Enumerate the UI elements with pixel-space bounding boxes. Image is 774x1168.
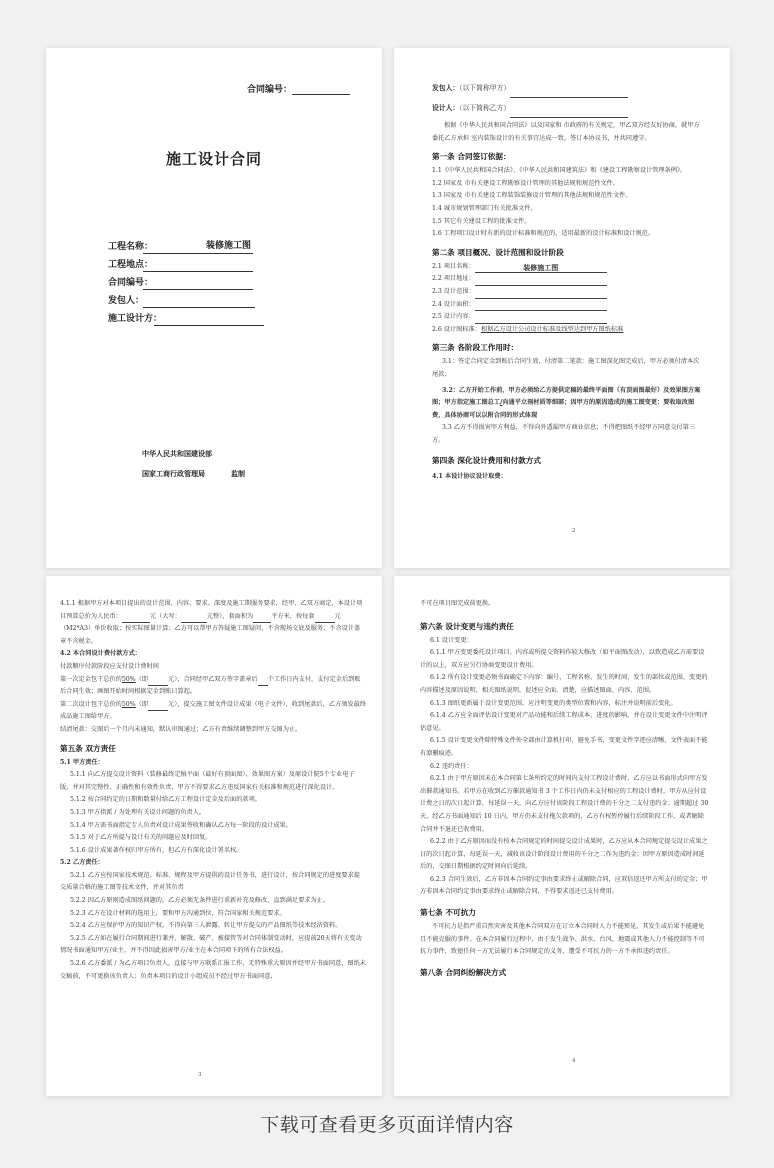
clause-4-1-1: 4.1.1 根据甲方对本项目提出的设计范围、内容、要求、深度及施工期服务要求，经甲、乙双方商定，本设计项目预算总价为人民币： 元（大写： 元整），套面积为 平方米，按每套 元（M2*A3）单价收取；按实际图量计算；乙方可以帮甲方答疑施工图疑问，不含现场交底及服务；不含设计盖章不含税金。: [60, 600, 363, 645]
project-name-field: 装修施工图: [475, 262, 607, 273]
page-3: [46, 576, 382, 1096]
section-8-title: 第八条 合同纠纷解决方式: [420, 967, 507, 977]
section-3-title: 第三条 各阶段工作用时：: [432, 343, 519, 353]
cover-page: [46, 48, 382, 568]
clause-4-2: 付款顺序付款阶段应支付设计费时间 第一次定金包干总价的50%（即 元），合同经甲乙双方签字盖章后 个工作日内支付，支付定金后到账后合同生效；画图开始时间根据定金到账日算起。 第二次设计包干总价的50%（即 元），提交施工图文件设计成果（电子文件），收到尾款后，乙方须发最终成品施工图给甲方。 结清尾款：交图后一个月内未通知，默认审图通过；乙方有责维续调整到甲方交图为止。: [60, 662, 367, 733]
cover-field: 施工设计方：: [108, 310, 264, 328]
design-standard-value: 根据乙方设计公司设计标准及线型达到甲方图纸标准: [480, 325, 624, 333]
contract-number: [247, 82, 350, 95]
page-number: 4: [572, 1058, 576, 1064]
download-more-prompt[interactable]: 下载可查看更多页面详情内容: [260, 1114, 514, 1136]
section-6-1: 6.1 设计变更： 6.1.1 甲方变更委托设计项目、内容或所提交资料作较大修改（如平面图改动），以致造成乙方需要设计的以上，双方应另行协商变更设计费用。 6.1.2 所有设计变更必须书面确定下内容：编号、工程名称、发生的时间、发生的部位或范围、变更的内容描述及原因说明、相关图纸说明，促述应全面、清楚，应描述图面、内容、范围。 6.1.3 图纸更新属于设计变更范围，应注明变更的类型位置和内容，标注并说明前后变化。 6.1.4 乙方应全面评估设计变更对产品功能和后续工程成本、进度的影响，并在设计变更文件中注明评估意见。 6.1.5 设计变更文件除特殊文件外全部由计算机打印，避免手书，变更文件字迹应清晰，文件表面不能有潦删痕迹。 6.2 违约责任： 6.2.1 由于甲方原因未在本合同第七条所约定的时间内支付工程设计费时，乙方应以书面形式向甲方发出催款通知书。若甲方在收到乙方催款通知书 3 个工作日内仍未支付相应的工程设计费时，甲方从应付设计费之日的次日起计算，每延误一天，向乙方应付该阶段工程设计费的千分之二支付违约金；逾期超过 30 天，经乙方书面通知后 10 日内，甲方仍未支付拖欠款项的，乙方有权暂停履行后续阶段工作，或者解除合同并不退还已收费用。 6.2.2 由于乙方原因而没有按本合同规定的时间提交设计成果时，乙方应从本合同规定提交设计成果之日的次日起计算，每延误一天，减收该设计阶段设计费用的千分之二作为违约金；因甲方原因造成时间延后的，交图日期根据约定时间向后延续。 6.2.3 合同生效后，乙方非因本合同约定事由要求终止或解除合同，应双倍返还甲方所支付的定金；甲方非因本合同约定事由要求终止或解除合同，不得要求返还已支付费用。: [420, 636, 709, 896]
section-3-items: 3.1：签定合同定金到账后合同生效，付清第二笔款：施工图深化图完成后，甲方必须付清本次尾款； 3.2：乙方开始工作前，甲方必须给乙方提供定稿的最终平面图（有顶面图最好）及效果图方案图；甲方指定施工图总工/向通平立剖材质等细部；因甲方的原因造成的施工图变更：要收取改图费，具体协商可以以附合同的形式体现 3.3 乙方不得损害甲方利益，不得向外透漏甲方商业信息；不得把图纸不经甲方同意交付第三方。: [432, 358, 701, 444]
section-2-title: 第二条 项目概况、设计范围和设计阶段: [432, 247, 564, 257]
section-5-2-title: 5.2 乙方责任：: [60, 859, 104, 867]
issuer-second: 国家工商行政管理局 监制: [142, 469, 245, 478]
party-b-line: 设计人：（以下简称乙方）: [432, 98, 704, 118]
section-1-title: 第一条 合同签订依据：: [432, 152, 511, 162]
contract-number-label: 合同编号：: [246, 85, 292, 95]
section-5-2-items: 5.2.1 乙方应按国家技术规范、标准、规程及甲方提供的设计任务书，进行设计，按合同规定的进度要求提交质量合格的施工图等技术文件，并对其负责 5.2.2 因乙方原则造成图纸问题的，乙方必须无条件进行重新补充及修改，直到满足要求为止。 5.2.3 乙方在设计材料的选用上，要和甲方沟通到位，符合国家相关规范要求。 5.2.4 乙方应保护甲方的知识产权，不得向第三人泄露、转让甲方提交的产品图纸等技术经济资料。 5.2.5 乙方如在履行合同期间进行兼并、解散、破产、被接管等对合同体制变动时，应提前20天将有关变动情况书面通知甲方/业主，并不得因此损害甲方/业主在本合同项下的所有合法权益。 5.2.6 乙方委派 / 为乙方项目负责人，直接与甲方联系汇报工作，无特殊重大原因并经甲方书面同意，图纸未交稿前，不可更换该负责人；负责本项目的设计小组成员不经过甲方书面同意，: [60, 871, 366, 980]
page-number: 2: [572, 528, 576, 534]
section-1-items: 1.1《中华人民共和国合同法》、《中华人民共和国建筑法》和《建设工程勘察设计管理条例》。 1.2 国家及 市有关建设工程勘察设计管理的其他法规和规范性文件。 1.3 国家及 市有关建设工程装饰装修设计管理的其他法规和规范性文件。 1.4 城市规划管理部门有关批准文件。 1.5 其它有关建设工程的批准文件。 1.6 工程项目设计时有新的设计标准和规范的，适用最新的设计标准和设计规范。: [432, 167, 687, 238]
clause-4-2-title: 4.2 本合同设计费付款方式：: [60, 650, 141, 658]
party-a-line: 发包人：（以下简称甲方）: [432, 78, 704, 98]
section-7-title: 第七条 不可抗力: [420, 908, 476, 918]
issuer-ministry: 中华人民共和国建设部: [142, 449, 212, 458]
intro-paragraph: 根据《中华人民共和国合同法》以及国家和 市政府的有关规定，甲乙双方经友好协商，就甲方委托乙方承担 室内装饰设计的有关事宜达成一致，签订本协议书，并共同遵守。: [432, 122, 700, 142]
cover-field: 发包人：: [108, 292, 264, 310]
cover-field: 工程名称： 装修施工图: [108, 240, 251, 252]
party-lines: [432, 78, 704, 118]
project-name-value: 装修施工图: [143, 240, 253, 254]
page-4: [394, 576, 730, 1096]
page-4-top-line: 不可在项目图完成前更换。: [420, 600, 495, 607]
issuer-block: [142, 444, 245, 484]
section-5-1-items: 5.1.1 向乙方提交设计资料（装修最终定稿平面（最好有顶面图）、效果图方案）及原设计院5个专业电子版，并对其完整性、正确性和有效性负责，甲方不得要求乙方违反国家有关标准和规范进行深化设计。 5.1.2 按合同约定的日期和数量付给乙方工程设计定金及后面的款项。 5.1.3 甲方指派 / 为处理有关设计问题的负责人。 5.1.4 甲方需书面指定专人负责对设计成果签收和确认乙方每一阶段的设计成果。 5.1.5 对于乙方所提与设计有关的问题应及时回复。 5.1.6 设计成果著作权归甲方所有，但乙方有深化设计署名权。: [60, 771, 355, 854]
page-2: [394, 48, 730, 568]
contract-title: 施工设计合同: [165, 150, 262, 168]
contract-number-blank: [292, 84, 350, 95]
section-5-1-title: 5.1 甲方责任：: [60, 758, 104, 766]
section-5-title: 第五条 双方责任: [60, 743, 116, 753]
cover-field: 工程地点：: [108, 256, 264, 274]
section-6-title: 第六条 设计变更与违约责任: [420, 621, 514, 631]
section-4-title: 第四条 深化设计费用和付款方式: [432, 456, 541, 466]
section-4-1: 4.1 本设计协议设计取费：: [432, 473, 507, 481]
section-2-items: 2.1 项目名称： 装修施工图 2.2 项目地址： 2.3 设计范围： 2.4 设计面积： 2.5 设计内容： 2.6 设计图标准：根据乙方设计公司设计标准及线型达到甲方图纸标准: [432, 262, 624, 333]
page-number: 3: [198, 1072, 202, 1078]
cover-fields: [108, 238, 264, 328]
cover-field: 合同编号：: [108, 274, 264, 292]
section-7-text: 不可抗力是指严重自然灾害及其他本合同双方在订立本合同时人力不能预见，其发生或后果不能避免且不能克服的事件。在本合同履行过程中，由于发生战争、洪水、台风、地震或其他人力不能控制等不可抗力事件，致使任何一方无法履行本合同规定的义务，遭受不可抗力的一方不承担违约责任。: [420, 923, 705, 956]
